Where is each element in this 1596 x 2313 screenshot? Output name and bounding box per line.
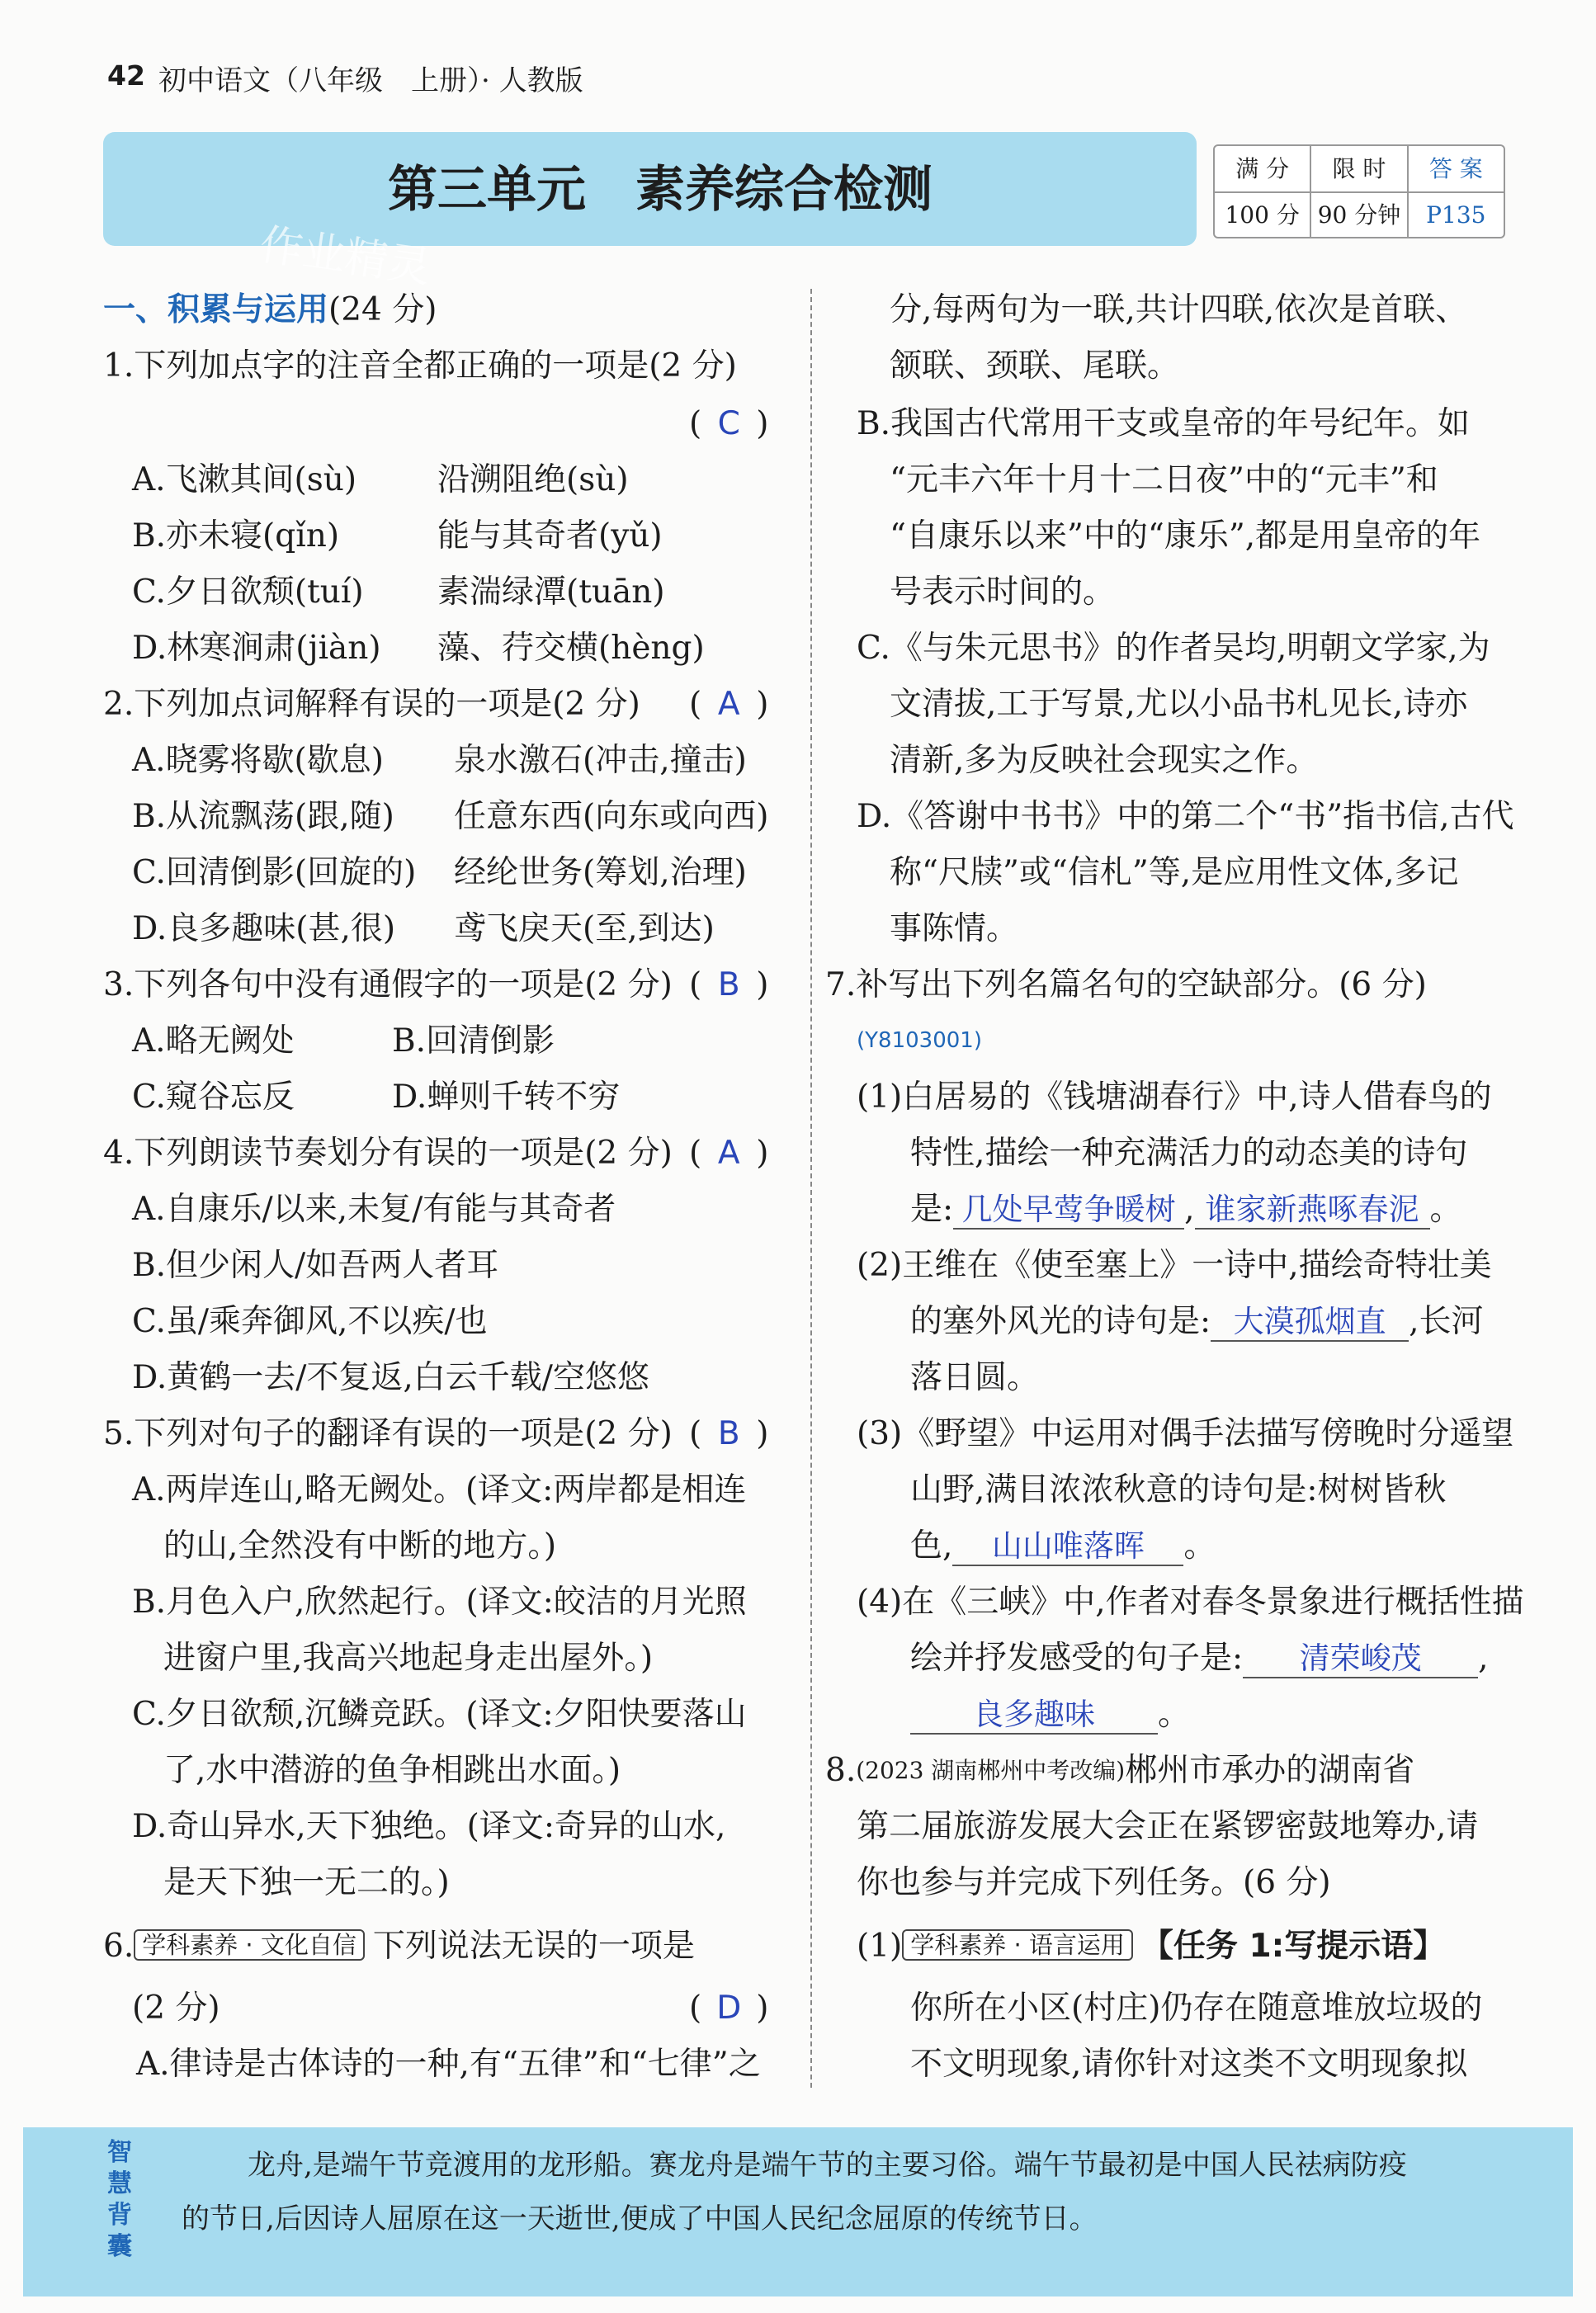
q7-p2-line3: 落日圆。 [910, 1359, 1040, 1396]
q1-option-c: C.夕日欲颓(tuí) [132, 574, 364, 611]
q6-option-d: D.《答谢中书书》中的第二个“书”指书信,古代 [857, 798, 1514, 835]
q7-blank-1a: 几处早莺争暖树 [953, 1190, 1184, 1230]
q6-answer: D [716, 1990, 742, 2027]
q1-option-a: A.飞漱其间(sù) [132, 461, 357, 498]
q2-option-c: C.回清倒影(回旋的) [132, 854, 417, 891]
q6-option-c-line3: 清新,多为反映社会现实之作。 [890, 742, 1319, 779]
q5-stem: 5.下列对句子的翻译有误的一项是(2 分) [103, 1415, 673, 1452]
q6-option-a: A.律诗是古体诗的一种,有“五律”和“七律”之 [136, 2046, 761, 2083]
q1-option-d2: 藻、荇交横(hèng) [437, 630, 705, 667]
q1-option-a2: 沿溯阻绝(sù) [437, 461, 629, 498]
q7-blank-4a: 清荣峻茂 [1243, 1639, 1478, 1678]
q7-p3-line3: 色, [910, 1527, 953, 1565]
q1-stem: 1.下列加点字的注音全都正确的一项是(2 分) [103, 347, 737, 385]
q2-option-c2: 经纶世务(筹划,治理) [454, 854, 747, 891]
q6-option-b: B.我国古代常用干支或皇帝的年号纪年。如 [857, 405, 1471, 442]
q6-option-b-line4: 号表示时间的。 [890, 574, 1116, 611]
q7-p4-line2: 绘并抒发感受的句子是: [910, 1640, 1244, 1677]
q2-option-a2: 泉水激石(冲击,撞击) [454, 742, 747, 779]
q1-option-d: D.林寒涧肃(jiàn) [132, 630, 381, 667]
q8-line2: 第二届旅游发展大会正在紧锣密鼓地筹办,请 [857, 1808, 1479, 1845]
q2-answer-slot: ( A ) [689, 686, 769, 723]
q7-blank-1b: 谁家新燕啄春泥 [1195, 1190, 1430, 1230]
q7-p1-line2: 特性,描绘一种充满活力的动态美的诗句 [910, 1135, 1468, 1172]
unit-title: 第三单元 素养综合检测 [388, 161, 933, 219]
q8-source: (2023 湖南郴州中考改编) [856, 1757, 1126, 1784]
q1-option-c2: 素湍绿潭(tuān) [437, 574, 665, 611]
footer-label: 智慧背囊 [107, 2138, 132, 2261]
q8-line3: 你也参与并完成下列任务。(6 分) [857, 1864, 1331, 1901]
answer-page: P135 [1426, 201, 1486, 229]
q5-option-b-cont: 进窗户里,我高兴地起身走出屋外。) [163, 1640, 654, 1677]
q8-line1: 郴州市承办的湖南省 [1125, 1752, 1415, 1789]
q7-p4-line1: (4)在《三峡》中,作者对春冬景象进行概括性描 [857, 1584, 1524, 1621]
q6-option-c: C.《与朱元思书》的作者吴均,明朝文学家,为 [857, 630, 1490, 667]
q3-answer-slot: ( B ) [689, 966, 769, 1003]
q7-blank-4b: 良多趣味 [910, 1695, 1158, 1735]
q6-number: 6. [103, 1928, 135, 1965]
q4-answer: A [717, 1135, 740, 1172]
q7-stem: 7.补写出下列名篇名句的空缺部分。(6 分) [825, 966, 1427, 1003]
q7-p2-after: ,长河 [1409, 1303, 1484, 1340]
q7-p1-line1: (1)白居易的《钱塘湖春行》中,诗人借春鸟的 [857, 1079, 1492, 1116]
q5-answer: B [717, 1415, 740, 1452]
section-title: 一、积累与运用 [103, 291, 329, 328]
q4-option-b: B.但少闲人/如吾两人者耳 [132, 1247, 499, 1284]
q8-body-line2: 不文明现象,请你针对这类不文明现象拟 [910, 2046, 1468, 2083]
q2-option-b2: 任意东西(向东或向西) [454, 798, 769, 835]
q5-option-d: D.奇山异水,天下独绝。(译文:奇异的山水, [132, 1808, 726, 1845]
q4-stem: 4.下列朗读节奏划分有误的一项是(2 分) [103, 1135, 673, 1172]
full-score-value: 100 分 [1215, 193, 1311, 237]
q7-blank-3: 山山唯落晖 [952, 1527, 1183, 1566]
q1-answer: C [717, 405, 740, 442]
q5-option-d-cont: 是天下独一无二的。) [163, 1864, 450, 1901]
q1-option-b: B.亦未寝(qǐn) [132, 517, 340, 555]
q6-option-a-line2: 分,每两句为一联,共计四联,依次是首联、 [890, 291, 1468, 328]
q3-option-d: D.蝉则千转不穷 [392, 1079, 621, 1116]
q6-answer-slot: ( D ) [689, 1990, 769, 2027]
q4-option-a: A.自康乐/以来,未复/有能与其奇者 [132, 1191, 616, 1228]
q7-p3-line2: 山野,满目浓浓秋意的诗句是:树树皆秋 [910, 1471, 1447, 1508]
q6-option-d-line3: 事陈情。 [890, 910, 1019, 947]
q3-option-c: C.窥谷忘反 [132, 1079, 295, 1116]
q6-option-b-line3: “自康乐以来”中的“康乐”,都是用皇帝的年 [890, 517, 1481, 555]
footer-text-line2: 的节日,后因诗人屈原在这一天逝世,便成了中国人民纪念屈原的传统节日。 [182, 2202, 1098, 2235]
q5-option-a-cont: 的山,全然没有中断的地方。) [163, 1527, 557, 1565]
q7-blank-2: 大漠孤烟直 [1211, 1302, 1409, 1342]
q8-sub-number: (1) [857, 1928, 903, 1965]
q4-option-d: D.黄鹤一去/不复返,白云千载/空悠悠 [132, 1359, 649, 1396]
q1-answer-slot: ( C ) [689, 405, 769, 442]
section-points: (24 分) [328, 291, 437, 328]
time-limit-value: 90 分钟 [1311, 193, 1408, 237]
full-score-label: 满 分 [1215, 146, 1311, 191]
q2-answer: A [717, 686, 740, 723]
q7-p2-line2: 的塞外风光的诗句是: [910, 1303, 1211, 1340]
q2-option-d2: 鸢飞戾天(至,到达) [454, 910, 715, 947]
q6-option-d-line2: 称“尺牍”或“信札”等,是应用性文体,多记 [890, 854, 1459, 891]
q7-p1-line3: 是: [910, 1191, 954, 1228]
column-divider [810, 289, 812, 2088]
q4-answer-slot: ( A ) [689, 1135, 769, 1172]
q5-option-c-cont: 了,水中潜游的鱼争相跳出水面。) [163, 1752, 621, 1789]
q1-option-b2: 能与其奇者(yǔ) [437, 517, 663, 555]
time-limit-label: 限 时 [1311, 146, 1408, 191]
q5-option-c: C.夕日欲颓,沉鳞竞跃。(译文:夕阳快要落山 [132, 1696, 747, 1733]
q2-option-a: A.晓雾将歇(歇息) [132, 742, 384, 779]
q5-option-a: A.两岸连山,略无阙处。(译文:两岸都是相连 [132, 1471, 747, 1508]
footer-text-line1: 龙舟,是端午节竞渡用的龙形船。赛龙舟是端午节的主要习俗。端午节最初是中国人民祛病防疫 [248, 2149, 1407, 2182]
q5-answer-slot: ( B ) [689, 1415, 769, 1452]
score-box [1213, 144, 1505, 238]
q2-option-d: D.良多趣味(甚,很) [132, 910, 396, 947]
q6-points: (2 分) [132, 1990, 220, 2027]
answer-label: 答 案 [1428, 155, 1483, 182]
q8-body-line1: 你所在小区(村庄)仍存在随意堆放垃圾的 [910, 1990, 1483, 2027]
q7-p3-line1: (3)《野望》中运用对偶手法描写傍晚时分遥望 [857, 1415, 1514, 1452]
q2-stem: 2.下列加点词解释有误的一项是(2 分) [103, 686, 640, 723]
q8-number: 8. [825, 1752, 857, 1789]
q6-option-b-line2: “元丰六年十月十二日夜”中的“元丰”和 [890, 461, 1438, 498]
q6-stem: 下列说法无误的一项是 [372, 1928, 695, 1965]
q6-option-c-line2: 文清拔,工于写景,尤以小品书札见长,诗亦 [890, 686, 1468, 723]
q3-stem: 3.下列各句中没有通假字的一项是(2 分) [103, 966, 673, 1003]
q3-option-b: B.回清倒影 [392, 1022, 555, 1060]
q8-task-title: 【任务 1:写提示语】 [1140, 1928, 1446, 1965]
q3-answer: B [717, 966, 740, 1003]
q3-option-a: A.略无阙处 [132, 1022, 295, 1060]
q7-code: (Y8103001) [857, 1028, 982, 1053]
book-title: 初中语文（八年级 上册）· 人教版 [158, 64, 583, 97]
q6-tag: 学科素养 · 文化自信 [134, 1929, 365, 1961]
q6-option-a-line3: 颔联、颈联、尾联。 [890, 347, 1180, 385]
q2-option-b: B.从流飘荡(跟,随) [132, 798, 394, 835]
banner-watermark: 作业精灵 [257, 219, 434, 294]
q4-option-c: C.虽/乘奔御风,不以疾/也 [132, 1303, 488, 1340]
q8-tag: 学科素养 · 语言运用 [902, 1929, 1133, 1961]
q7-p2-line1: (2)王维在《使至塞上》一诗中,描绘奇特壮美 [857, 1247, 1492, 1284]
page-number: 42 [107, 59, 145, 92]
q5-option-b: B.月色入户,欣然起行。(译文:皎洁的月光照 [132, 1584, 747, 1621]
